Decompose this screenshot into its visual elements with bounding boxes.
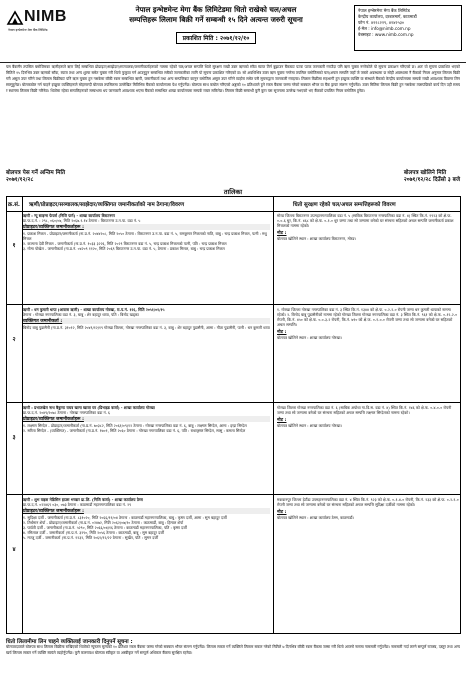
guarantor-detail: १. प्रकाश मित्तल - प्रोप्राइटर/जमानीकर्ता (ना.प्र.नं. २०४४२०८, मिति २०५० ठेगाना : बिराटनगर उ.न.पा. वडा नं. ५, रामकुमार मित्तलको नाति, बाबु : चन्द्र प्रकाश मित्तल, पत्नी : मधु मित्तल [23,231,267,241]
guarantor-detail: २. सरिता सिग्देल - (व्यक्तिगत) - जमानीकर्ता (ना.प्र.नं. १७०१, मिति २०६० ठेगाना : गोरखा नगरपालिका वडा नं. ६, पति : राधाकृष्ण सिग्देल, सासु : कमला सिग्देल [23,428,246,433]
date-row [6,170,460,186]
guarantor-detail: २. तिर्थमान शेर्पा - प्रोप्राइटर/जमानीकर्ता (ना.प्र.नं. ०२४७२, मिति २०६२/०७/१० ठेगाना : काठमाडौं, बाबु : हिमाल शेर्पा [23,520,184,525]
borrower-title: ऋणी : प्रभातखेल नाथ बैकुण्ठ राघव खाना खाजा घर (प्रिभाइड कर्जा) - शाखा कार्यालय गोरखा [23,405,155,410]
publish-date: प्रकाशित मिति : २०७१/१२/१० [176,32,257,44]
logo-text: NIMB [24,8,67,25]
borrower-sub: प्रा.फ.द.नं. : २९८, ०६०/०७, मिति २०६७.१.१४ ठेगाना : बिराटनगर उ.न.पा. वडा नं. ५ [23,218,141,223]
bid-deadline-value: २०७१/१२/२८ [6,177,34,183]
note-label: नोट : [277,510,287,515]
bank-logo-icon [6,10,24,26]
bid-deadline-label: बोलपत्र पेस गर्ने अन्तिम मिति [6,170,66,176]
guarantor-detail: ४. रमिलाल दर्जी - जमानीकर्ता (ना.प्र.नं. ३२९०, मिति २०५६ ठेगाना : काठमाडौं, बाबु : सुम बहादुर दर्जी [23,530,164,535]
contact-line: ई-मेल : info@nimb.com.np [358,26,411,31]
section-heading: प्रोप्राइटर/व्यक्तिगत जमानीकर्ताहरू : [23,508,270,514]
contact-line: वेबसाइट : www.nimb.com.np [358,32,414,37]
section-heading: व्यक्तिगत जमानीकर्ता : [23,318,270,324]
guarantor-detail: ३. पार्वती दर्जी - जमानीकर्ता (ना.प्र.नं. ५२९०, मिति २०६६/०४/१६ ठेगाना : काठमाडौं महानगरपालिका, पति : कृष्ण दर्जी [23,525,187,530]
note-label: नोट : [277,418,287,423]
title-line-2: सम्पत्तिहरू लिलाम बिक्री गर्ने सम्बन्धी १५ दिने अत्यन्त जरुरी सूचना [129,15,303,24]
guarantor-detail: १. लक्ष्मण सिग्देल - प्रोप्राइटर/जमानीकर्ता (ना.प्र.नं. ७०३८२, मिति २०६१/०९/१२ ठेगाना : गोरखा नगरपालिका वडा नं. ६, बाबु : लक्ष्मण सिग्देल, आमा : इन्द्रा सिग्देल [23,423,247,428]
collateral-detail: १. गोरखा जिल्ला गोरखा नगरपालिका वडा नं. ३ स्थित कि.नं. १३४४ को क्षे.फ. ०-२-२-० रोपनी जग्गा धन कुमारी थापाको नाममा रहेको। २. बिनोद बाबु पुडासैनीको नाममा रहेको गोरखा जिल्ला गोरखा नगरपालिका वडा नं. ३ स्थित कि.नं. ९६१ को क्षे.फ. ०-१२-२-० रोपनी, कि.नं. ४५० को क्षे.फ. ०-०-३-२ रोपनी, कि.नं. ७९० को क्षे.फ. ०-१-०-० रोपनी जग्गा तथा सो जग्गामा बनेको घर सहितको अचल सम्पत्ति। [277,307,458,327]
row-number: १ [12,242,16,249]
table-header [7,197,460,212]
note-text: बोलपत्र खोलिने स्थान : शाखा कार्यालय गोरखा। [277,423,342,428]
bid-deadline [6,170,65,184]
borrower-sub: ठेगाना : गोरखा नगरपालिका वडा नं. ३, बाबु : शेर बहादुर थापा, पति : बिनोद खड्का [23,312,139,317]
table-row [7,403,460,495]
footer [6,637,460,697]
row-number: ४ [12,546,16,553]
header-sn: क्र.सं. [8,202,20,208]
bank-logo [6,4,76,54]
collateral-detail: मोरङ जिल्ला बिराटनगर उपमहानगरपालिका वडा नं. ५ (साबिक बिराटनगर नगरपालिका वडा नं. ४) स्थित कि.नं. १९२३ को क्षे.फ. ०-०-६ धुर, कि.नं. ४६८ को क्षे.फ. ०-१-० धुर जग्गा तथा सो जग्गामा बनेको घर संरचना सहितको अचल सम्पत्ति जमानीकर्ता प्रकाश मित्तलको नाममा रहेको। [277,213,454,228]
borrower-sub: प्रा.फ.द.नं. २०४९/२०७८ ठेगाना : गोरखा नगरपालिका वडा नं. ६ [23,410,111,415]
footer-body: बोलपत्रदाताले बोलपत्र साथ लिलाम बिक्रीमा राखिएको धितोको न्यूनतम मूल्यको १० प्रतिशत रकम बैंकमा जम्मा गरेको सक्कल भौचर संलग्न गर्नुपर्नेछ। लिलाम सकार गर्ने व्यक्तिले लिलाम सकार गरेको मितिले ७ दिनभित्र बाँकी रकम बैंकमा जम्मा गरी धितो आफ्नो नाममा नामसारी गर्नुपर्नेछ। नामसारी गर्दा लाग्ने सम्पूर्ण राजस्व, दस्तुर तथा अन्य खर्च लिलाम सकार गर्ने व्यक्ति स्वयंले व्यहोर्नुपर्नेछ। कुनै कारणवश बोलपत्र स्वीकृत वा अस्वीकृत गर्ने सम्पूर्ण अधिकार बैंकमा सुरक्षित रहनेछ। [6,645,460,655]
schedule-title: तालिका [223,188,243,196]
schedule-table [6,196,461,634]
contact-line: नेपाल इन्भेष्टमेन्ट मेगा बैंक लिमिटेड [358,8,410,13]
notice-paragraph: यस बैंकसँग तपसिल बमोजिमका ऋणीहरूले ऋण लिई सम्बन्धित प्रोप्राइटर/साझेदार/सञ्चालक/जमानीकर्ताहरूको नाममा रहेको चल/अचल सम्पत्ति धितो सुरक्षण राखी उक्त ऋणको साँवा ब्याज तिर्न बुझाउन बैंकबाट पटक पटक जानकारी गराउँदा पनि ऋण चुक्ता नगरेकोले यो सूचना प्रकाशन गरिएको छ। अतः यो सूचना प्रकाशित भएको मितिले १५ दिनभित्र उक्त ऋणको साँवा, ब्याज तथा अन्य शुल्क समेत चुक्ता गरी धितो फुकुवा गर्न आउनुहुन सम्बन्धित सबैको जानकारीका लागि यो सूचना प्रकाशित गरिएको छ। सो अवधिभित्र उक्त ऋण चुक्ता नगरेमा तपसिल बमोजिमको चल/अचल सम्पत्ति जहाँ जे जस्तो अवस्थामा छ सोही अवस्थामा नै बैंकको नियम अनुसार लिलाम बिक्री गरी असुल उपर गरिने तथा लिलाम बिक्रीबाट पनि ऋण चुक्ता हुन नसकेमा बाँकी रकम सम्बन्धित ऋणी, जमानीकर्ता तथा अन्य सम्पत्तिबाट कानुन बमोजिम असुल उपर गरिने व्यहोरा समेत यसै सूचनाद्वारा जानकारी गराइन्छ। लिलाम बिक्रीमा सहभागी हुन इच्छुक व्यक्ति वा संस्थाले बैंकको केन्द्रीय कार्यालयमा सम्पर्क राखी आवश्यक विवरण लिन सक्नुहुनेछ। बोलकबोल गर्न चाहने इच्छुक व्यक्तिहरूले मोहरबन्दी बोलपत्र तपसिलमा उल्लेखित मितिभित्र बैंकको कार्यालयमा पेश गर्नुपर्नेछ। बोलपत्र साथ कबोल गरिएको अङ्कको १० प्रतिशतले हुने रकम बैंकमा जम्मा गरेको सक्कल भौचर वा बैंक ड्राफ्ट संलग्न गर्नुपर्नेछ। उक्त मितिमा लिलाम बिक्री हुन नसकेमा त्यसपछिको कार्य दिन उही समय र स्थानमा लिलाम बिक्री गरिनेछ। धितोमा रहेका सम्पत्तिहरूको सम्बन्धमा थप जानकारी आवश्यक भएमा बैंकको सम्बन्धित शाखा कार्यालयमा सम्पर्क राख्न सकिनेछ। लिलाम बिक्री सम्बन्धी कुनै कुरा यस सूचनामा उल्लेख नभएको भए बैंकको प्रचलित नियम बमोजिम हुनेछ। [6,65,460,93]
row-number: ३ [12,434,16,441]
bid-opening-value: २०७१/१२/२८ दिउँसो ३ बजे [403,177,460,183]
contact-line: केन्द्रीय कार्यालय, दरबारमार्ग, काठमाडौं [358,14,417,19]
header [0,0,466,63]
collateral-detail: मकवानपुर जिल्ला हेटौंडा उपमहानगरपालिका वडा नं. ४ स्थित कि.नं. ९२३ को क्षे.फ. ०-१-४-० रोपनी, कि.नं. २३३ को क्षे.फ. ०-२-१-० रोपनी जग्गा तथा सो जग्गामा बनेको घर संरचना सहितको अचल सम्पत्ति सुदिक्षा दर्जीको नाममा रहेको। [277,497,459,507]
note-label: नोट : [277,231,287,236]
section-heading: प्रोप्राइटर/व्यक्तिगत जमानीकर्ताहरू : [23,224,270,230]
guarantor-detail: २. कञ्चना देवी मित्तल - जमानीकर्ता (ना.प्र.नं. १०३३ ३२२६, मिति २०२९ बिराटनगर वडा नं. ५, चन्द्र प्रकाश मित्तलको पत्नी, पति : चन्द्र प्रकाश मित्तल [23,241,227,246]
guarantor-detail: बिनोद बाबु पुडासैनी (ना.प्र.नं. ३१०१२, मिति २०४९/१२/१९ गोरखा जिल्ला, गोरखा नगरपालिका वडा नं. ३, बाबु : शेर बहादुर पुडासैनी, आमा : गीता पुडासैनी, पत्नी : धन कुमारी थापा [23,325,270,330]
bid-opening [404,170,460,184]
borrower-title: ऋणी : न्यू साइन्स फेयर्स (निजि फर्म) - शाखा कार्यालय बिराटनगर [23,213,115,218]
collateral-detail: गोरखा जिल्ला गोरखा नगरपालिका वडा नं. ६ (साबिक अयोधा गा.वि.स. वडा नं. ४) स्थित कि.नं. १४६ को क्षे.फ. ०-४-०-० रोपनी जग्गा तथा सो जग्गामा बनेको घर संरचना सहितको अचल सम्पत्ति लक्ष्मण सिग्देलको नाममा रहेको। [277,405,452,415]
header-collateral: धितो सुरक्षण रहेको चल/अचल सम्पत्तिहरूको विवरण [293,202,396,208]
borrower-sub: प्रा.फ.द.नं. ०२२४६९ ०३०, ०७३ ठेगाना : काठमाडौं महानगरपालिका वडा नं. २९ [23,502,132,507]
row-number: २ [12,336,16,343]
contact-box [354,5,462,51]
bid-opening-label: बोलपत्र खोलिने मिति [403,170,447,176]
logo-tagline: नेपाल इन्भेष्टमेन्ट मेगा बैंक लिमिटेड [8,28,48,32]
footer-title: धितो लिलामीमा लिन चाहने व्यक्तिलाई जानकारी दिनुपर्ने सूचना : [6,639,133,645]
note-text: बोलपत्र खोलिने स्थान : शाखा कार्यालय बिराटनगर, मोरङ। [277,236,357,241]
guarantor-detail: ३. गोमा पोखेल - जमानीकर्ता (ना.प्र.नं. ०४२०९ ११२०, मिति २०६९ बिराटनगर उ.न.पा. वडा नं. ५, ठेगाना : प्रकाश मित्तल, बाबु : चन्द्र प्रकाश मित्तल [23,246,225,251]
guarantor-detail: १. सुदिक्षा दर्जी - जमानीकर्ता (ना.प्र.नं. ८३१०२०, मिति २०६६/११/०४ ठेगाना : काठमाडौं महानगरपालिका, बाबु : कृष्ण दर्जी, आमा : सुम बहादुर दर्जी [23,515,227,520]
guarantor-detail: ५. मञ्जु दर्जी - जमानीकर्ता (ना.प्र.नं. १२३२, मिति २०६१/१२/२२ ठेगाना : सुर्खेत, पति : सुमन दर्जी [23,535,159,540]
section-heading: प्रोप्राइटर/व्यक्तिगत जमानीकर्ताहरू : [23,416,270,422]
table-row [7,495,460,633]
table-row [7,211,460,305]
note-label: नोट : [277,330,287,335]
header-borrower: ऋणी/प्रोप्राइटर/सञ्चालक/साझेदार/व्यक्तिगत जमानीकर्ताको नाम ठेगाना/विवरण [29,202,184,208]
title-line-1: नेपाल इन्भेष्टमेन्ट मेगा बैंक लिमिटेडमा धितो राखेको चल/अचल [135,5,297,14]
table-row [7,305,460,403]
note-text: बोलपत्र खोलिने स्थान : शाखा कार्यालय ठेम्स, काठमाडौं। [277,515,354,520]
borrower-title: ऋणी : धन कुमारी थापा (आवास ऋणी) - शाखा कार्यालय गोरखा, रा.प.नं. १२६, मिति २०५१/०१/१५ [23,307,165,312]
notice-title [80,5,352,51]
note-text: बोलपत्र खोलिने स्थान : शाखा कार्यालय गोरखा। [277,335,342,340]
contact-line: फोन नं. ४२२८२२९, ४२४२५३० [358,20,405,25]
borrower-title: ऋणी : शुभ वाइस मेडिसिन हाउस भण्डार प्रा.लि. (निजि कर्जा) - शाखा कार्यालय ठेम्स [23,497,143,502]
